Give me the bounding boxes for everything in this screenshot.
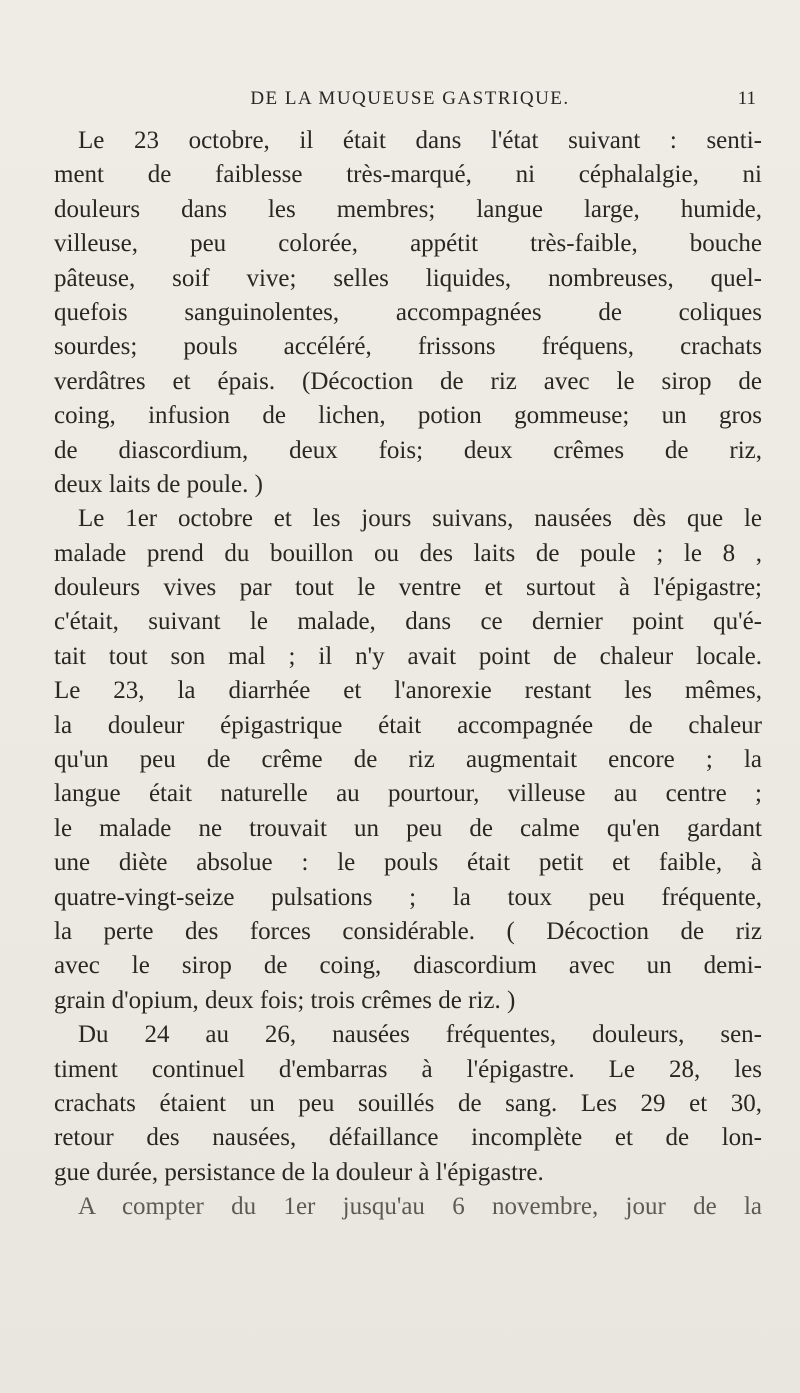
text-line: c'était, suivant le malade, dans ce dernier point qu'é- <box>54 608 762 636</box>
text-line: le malade ne trouvait un peu de calme qu'en gardant <box>54 814 762 842</box>
text-line: gue durée, persistance de la douleur à l'épigastre. <box>54 1158 544 1186</box>
running-head <box>60 88 760 116</box>
text-line: grain d'opium, deux fois; trois crêmes de riz. ) <box>54 986 516 1014</box>
text-line: coing, infusion de lichen, potion gommeuse; un gros <box>54 402 762 430</box>
text-line: timent continuel d'embarras à l'épigastre. Le 28, les <box>54 1055 762 1083</box>
page-number: 11 <box>737 88 756 109</box>
text-line: la douleur épigastrique était accompagnée de chaleur <box>54 711 762 739</box>
text-line: Du 24 au 26, nausées fréquentes, douleurs, sen- <box>78 1021 762 1049</box>
text-line: douleurs dans les membres; langue large, humide, <box>54 195 762 223</box>
text-line: quefois sanguinolentes, accompagnées de coliques <box>54 298 762 326</box>
text-line: Le 23 octobre, il était dans l'état suivant : senti- <box>78 127 762 154</box>
text-line: Le 23, la diarrhée et l'anorexie restant les mêmes, <box>54 677 762 705</box>
text-line: malade prend du bouillon ou des laits de poule ; le 8 , <box>54 539 762 567</box>
text-line: sourdes; pouls accéléré, frissons fréquens, crachats <box>54 333 762 361</box>
text-line: qu'un peu de crême de riz augmentait encore ; la <box>54 746 762 774</box>
text-line: tait tout son mal ; il n'y avait point de chaleur locale. <box>54 642 762 670</box>
text-line: Le 1er octobre et les jours suivans, nausées dès que le <box>78 505 762 533</box>
text-line: retour des nausées, défaillance incomplète et de lon- <box>54 1124 762 1152</box>
text-line: ment de faiblesse très-marqué, ni céphalalgie, ni <box>54 161 762 189</box>
text-line: deux laits de poule. ) <box>54 470 263 498</box>
text-line: A compter du 1er jusqu'au 6 novembre, jour de la <box>78 1193 762 1221</box>
body-text <box>54 124 762 1225</box>
text-line: douleurs vives par tout le ventre et surtout à l'épigastre; <box>54 574 762 602</box>
text-line: quatre-vingt-seize pulsations ; la toux peu fréquente, <box>54 883 762 911</box>
text-line: crachats étaient un peu souillés de sang. Les 29 et 30, <box>54 1089 762 1117</box>
text-line: la perte des forces considérable. ( Décoction de riz <box>54 917 762 945</box>
text-line: avec le sirop de coing, diascordium avec un demi- <box>54 952 762 980</box>
text-line: de diascordium, deux fois; deux crêmes de riz, <box>54 436 762 464</box>
text-line: verdâtres et épais. (Décoction de riz avec le sirop de <box>54 367 762 395</box>
text-line: villeuse, peu colorée, appétit très-faible, bouche <box>54 230 762 258</box>
text-line: une diète absolue : le pouls était petit et faible, à <box>54 849 762 877</box>
running-title: DE LA MUQUEUSE GASTRIQUE. <box>250 88 570 109</box>
text-line: pâteuse, soif vive; selles liquides, nombreuses, quel- <box>54 264 762 292</box>
text-line: langue était naturelle au pourtour, villeuse au centre ; <box>54 780 762 808</box>
